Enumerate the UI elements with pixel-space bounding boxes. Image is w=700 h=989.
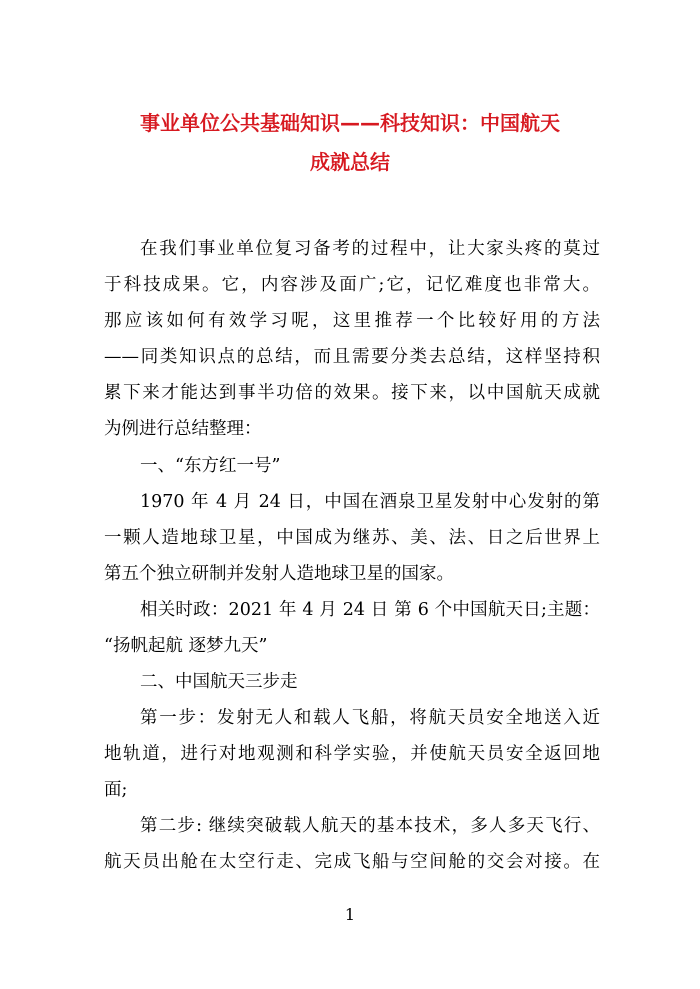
section-heading: 二、中国航天三步走 bbox=[140, 672, 298, 692]
paragraph-line: 航天员出舱在太空行走、完成飞船与空间舱的交会对接。在 bbox=[104, 852, 600, 872]
paragraph-line: 第二步: 继续突破载人航天的基本技术，多人多天飞行、 bbox=[140, 816, 600, 836]
page-number: 1 bbox=[344, 905, 356, 924]
paragraph-line: 于科技成果。它，内容涉及面广;它，记忆难度也非常大。 bbox=[104, 275, 600, 295]
paragraph-line: 累下来才能达到事半功倍的效果。接下来，以中国航天成就 bbox=[104, 383, 600, 403]
paragraph-line: 在我们事业单位复习备考的过程中，让大家头疼的莫过 bbox=[140, 239, 600, 259]
paragraph-line: 第一步：发射无人和载人飞船，将航天员安全地送入近 bbox=[140, 708, 600, 728]
paragraph-line: ——同类知识点的总结，而且需要分类去总结，这样坚持积 bbox=[104, 347, 600, 367]
paragraph-line: 一颗人造地球卫星，中国成为继苏、美、法、日之后世界上 bbox=[104, 528, 600, 548]
paragraph-line: 面; bbox=[104, 780, 128, 800]
document-title-line-1: 事业单位公共基础知识——科技知识：中国航天 bbox=[140, 111, 560, 135]
paragraph-line: 相关时政：2021 年 4 月 24 日 第 6 个中国航天日;主题： bbox=[140, 600, 600, 620]
section-heading: 一、“东方红一号” bbox=[140, 456, 281, 476]
paragraph-line: 那应该如何有效学习呢，这里推荐一个比较好用的方法 bbox=[104, 311, 600, 331]
paragraph-line: 第五个独立研制并发射人造地球卫星的国家。 bbox=[104, 564, 454, 584]
paragraph-line: 1970 年 4 月 24 日，中国在酒泉卫星发射中心发射的第 bbox=[140, 492, 600, 512]
paragraph-line: “扬帆起航 逐梦九天” bbox=[104, 636, 268, 656]
paragraph-line: 地轨道，进行对地观测和科学实验，并使航天员安全返回地 bbox=[104, 744, 600, 764]
document-title-line-2: 成就总结 bbox=[310, 150, 390, 174]
paragraph-line: 为例进行总结整理： bbox=[104, 419, 262, 439]
